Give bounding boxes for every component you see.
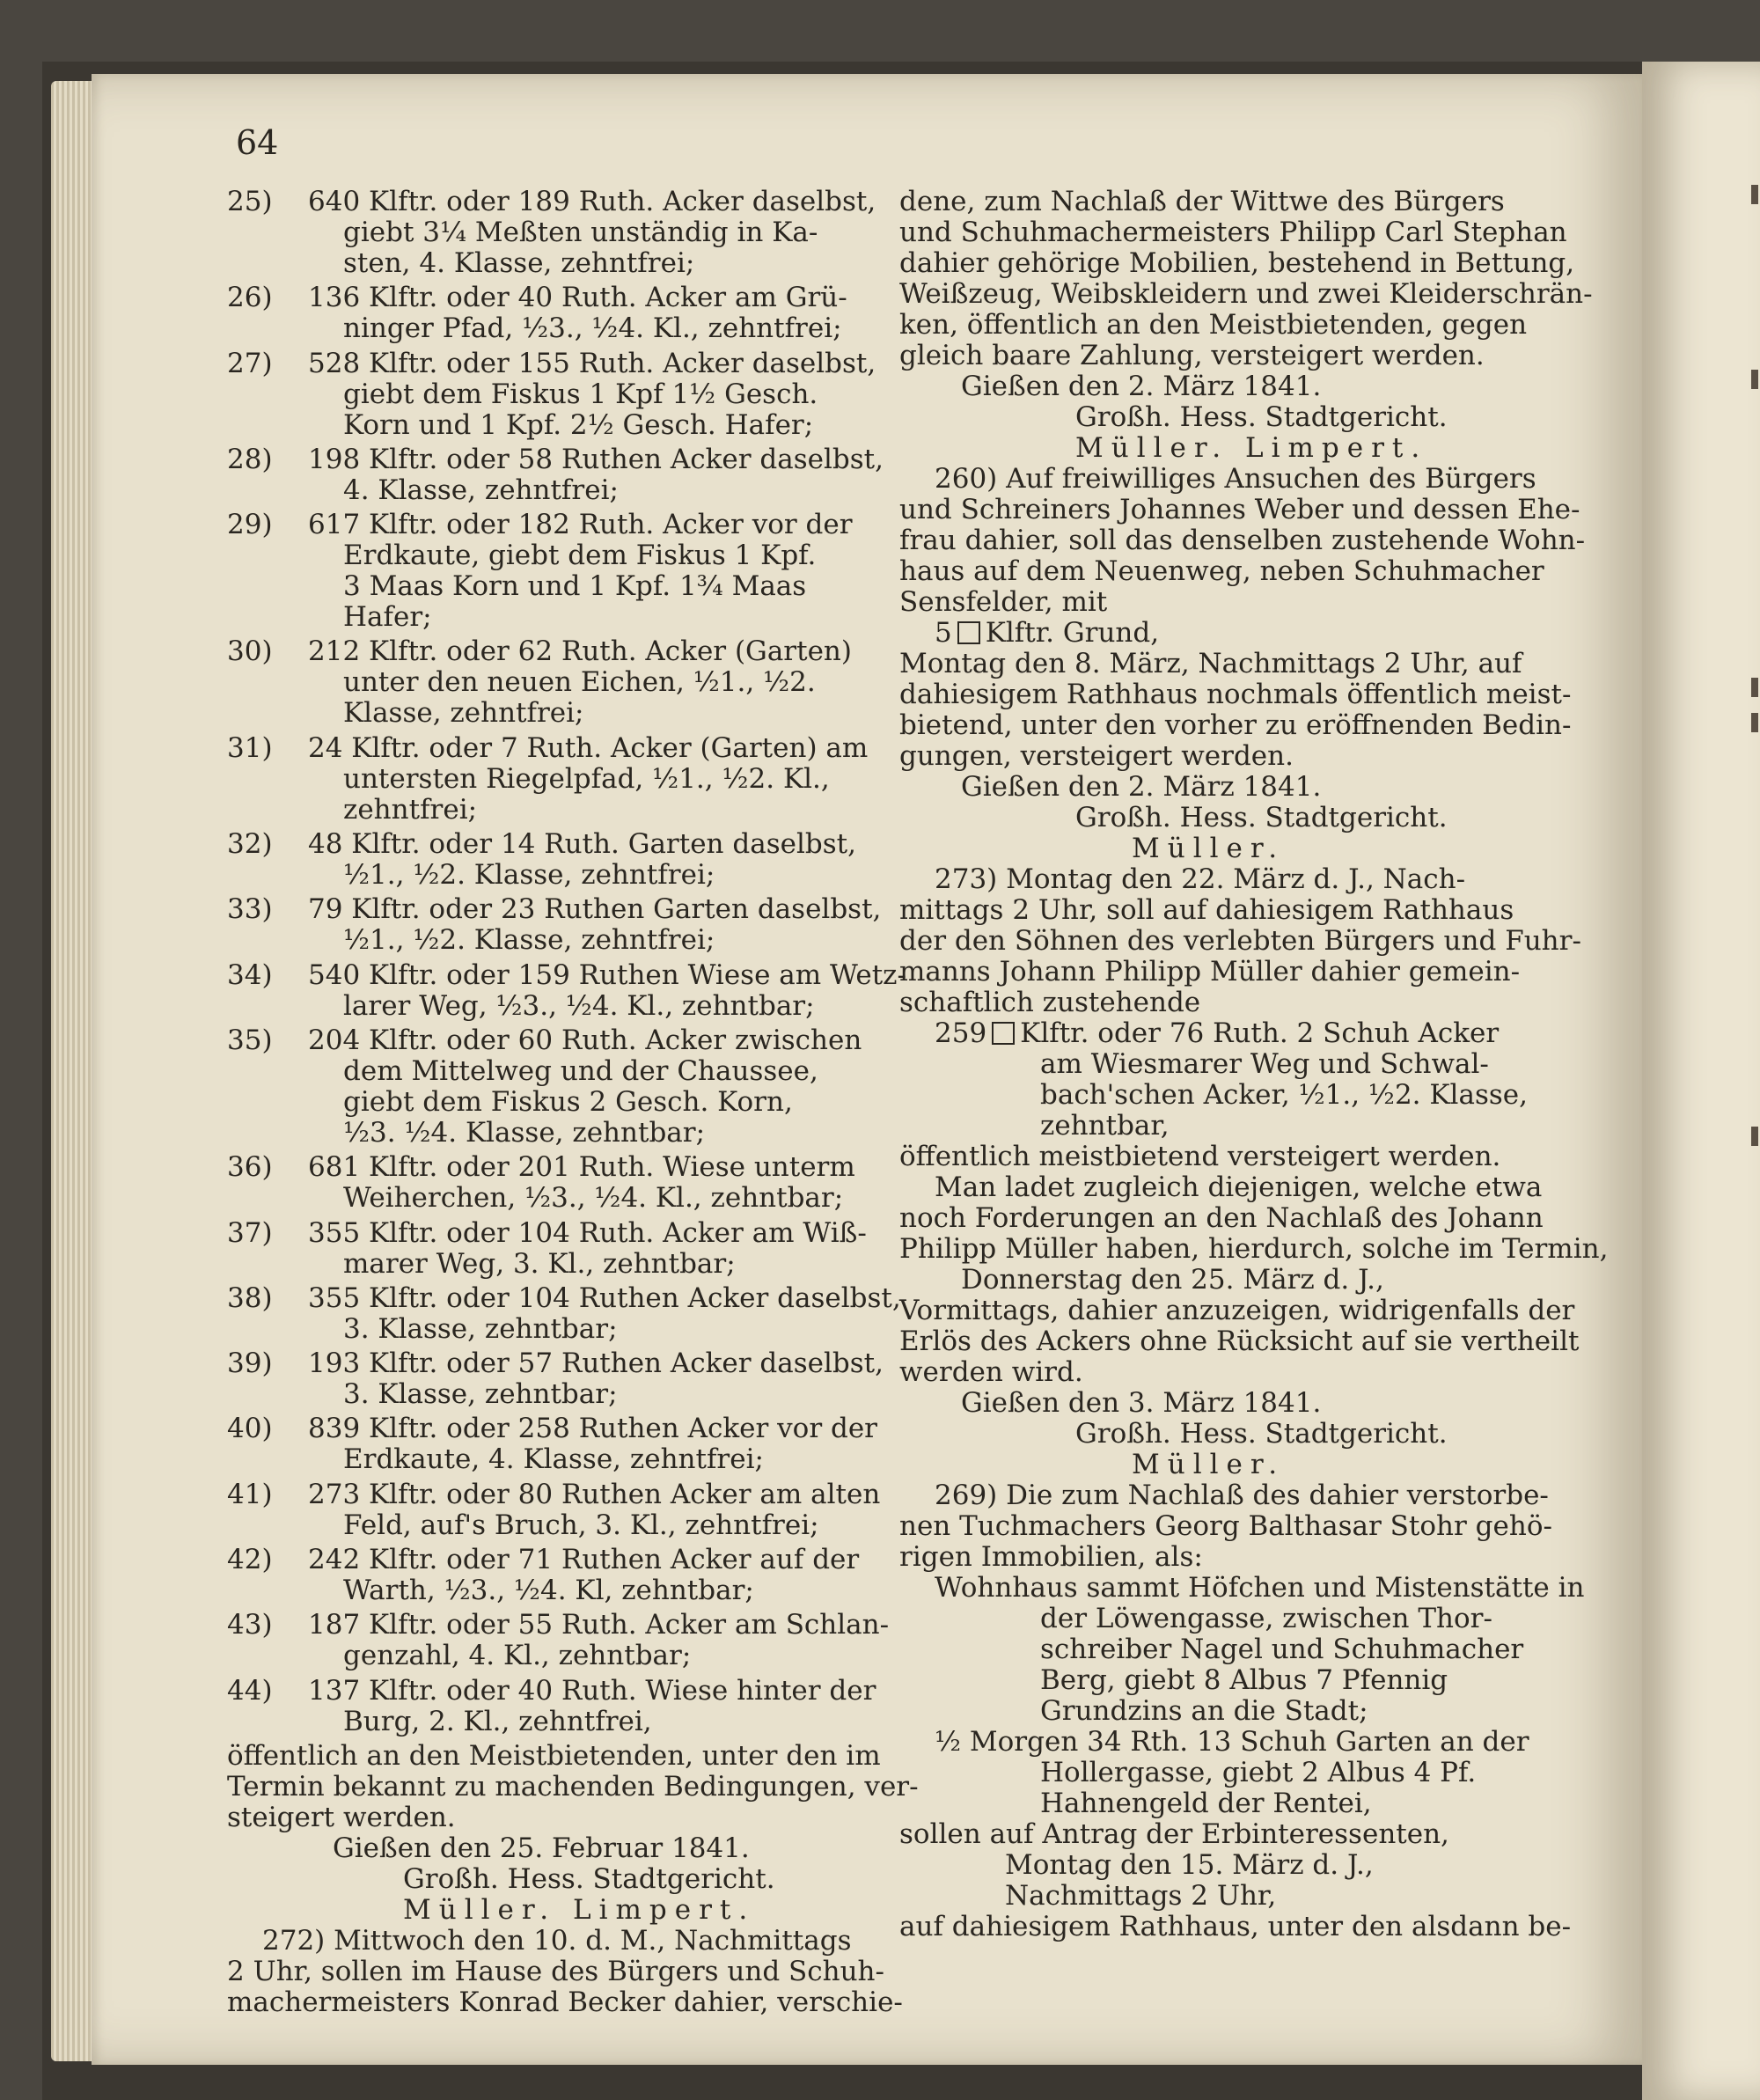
square-symbol [992, 1022, 1015, 1045]
date-line: Gießen den 2. März 1841. [961, 371, 1322, 402]
closing-text: öffentlich an den Meistbietenden, unter den im Termin bekannt zu machenden Bedingungen, ver- steigert werden. [227, 1739, 919, 1833]
list-item [227, 958, 906, 1022]
item-number: 36) [227, 1151, 273, 1184]
court-name: Großh. Hess. Stadtgericht. [1075, 802, 1448, 833]
list-item [227, 1609, 890, 1672]
court-name: Großh. Hess. Stadtgericht. [403, 1862, 775, 1895]
item-number: 39) [227, 1347, 273, 1380]
date-line: Gießen den 2. März 1841. [961, 771, 1322, 803]
list-item [227, 1676, 878, 1737]
item-text: 193 Klftr. oder 57 Ruthen Acker daselbst, 3. Klasse, zehntbar; [308, 1347, 884, 1411]
item-text: 136 Klftr. oder 40 Ruth. Acker am Grü- ninger Pfad, ½3., ½4. Kl., zehntfrei; [308, 282, 847, 345]
notice-273: 273) Montag den 22. März d. J., Nach- mittags 2 Uhr, soll auf dahiesigem Rathhaus der den Söhnen des verlebten Bürgers und Fuhr- manns Johann Philipp Müller dahier gemein- schaftlich zustehende 259 Klftr. oder 76 Ruth. 2 Schuh Acker am Wiesmarer Weg und Schwal- bach'schen Acker, ½1., ½2. Klasse, zehntbar, öffentlich meistbietend versteigert werden. Man ladet zugleich diejenigen, welche etwa noch Forderungen an den Nachlaß des Johann Philipp Müller haben, hierdurch, solche im Termin, Donnerstag den 25. März d. J., Vormittags, dahier anzuzeigen, widrigenfalls der Erlös des Ackers ohne Rücksicht auf sie vertheilt werden wird. [899, 863, 1609, 1388]
item-number: 41) [227, 1478, 273, 1510]
item-number: 44) [227, 1674, 273, 1707]
area-line: 259 Klftr. oder 76 Ruth. 2 Schuh Acker [935, 1017, 1500, 1049]
list-item [227, 1025, 878, 1149]
item-text: 242 Klftr. oder 71 Ruthen Acker auf der Warth, ½3., ½4. Kl, zehntbar; [308, 1544, 860, 1607]
signers: Müller. [1132, 1449, 1286, 1480]
item-text: 24 Klftr. oder 7 Ruth. Acker (Garten) am untersten Riegelpfad, ½1., ½2. Kl., zehntfrei; [308, 731, 869, 826]
notice-272: 272) Mittwoch den 10. d. M., Nachmittags 2 Uhr, sollen im Hause des Bürgers und Schuh- machermeisters Konrad Becker dahier, verschie- [227, 1924, 903, 2018]
item-text: 355 Klftr. oder 104 Ruth. Acker am Wiß- marer Weg, 3. Kl., zehntbar; [308, 1216, 867, 1280]
item-text: 204 Klftr. oder 60 Ruth. Acker zwischen dem Mittelweg und der Chaussee, giebt dem Fiskus 2 Gesch. Korn, ½3. ½4. Klasse, zehntbar; [308, 1024, 862, 1149]
facing-page [1642, 62, 1760, 2100]
item-text: 198 Klftr. oder 58 Ruthen Acker daselbst, 4. Klasse, zehntfrei; [308, 443, 884, 506]
item-number: 27) [227, 347, 273, 379]
signers: Müller. Limpert. [403, 1893, 756, 1926]
list-item [227, 1347, 884, 1411]
item-text: 79 Klftr. oder 23 Ruthen Garten daselbst, ½1., ½2. Klasse, zehntfrei; [308, 893, 882, 957]
date-line: Gießen den 3. März 1841. [961, 1387, 1322, 1419]
date-line: Gießen den 25. Februar 1841. [333, 1832, 750, 1864]
facing-page-text-fragment [1751, 1127, 1758, 1146]
item-text: 540 Klftr. oder 159 Ruthen Wiese am Wetz- larer Weg, ½3., ½4. Kl., zehntbar; [308, 958, 906, 1022]
item-number: 37) [227, 1216, 273, 1249]
list-item [227, 829, 878, 891]
item-text: 212 Klftr. oder 62 Ruth. Acker (Garten) unter den neuen Eichen, ½1., ½2. Klasse, zehntfrei; [308, 635, 852, 730]
item-text: 839 Klftr. oder 258 Ruthen Acker vor der Erdkaute, 4. Klasse, zehntfrei; [308, 1413, 878, 1476]
list-item [227, 1281, 901, 1345]
item-number: 43) [227, 1609, 273, 1641]
list-item [227, 1413, 878, 1475]
facing-page-text-fragment [1751, 713, 1758, 732]
area-line: 5 Klftr. Grund, [935, 617, 1160, 649]
court-name: Großh. Hess. Stadtgericht. [1075, 401, 1448, 433]
facing-page-text-fragment [1751, 370, 1758, 389]
item-number: 30) [227, 635, 273, 668]
notice-269: 269) Die zum Nachlaß des dahier verstorbe- nen Tuchmachers Georg Balthasar Stohr gehö- rigen Immobilien, als: Wohnhaus sammt Höfchen und Mistenstätte in der Löwengasse, zwischen Thor- schreiber Nagel und Schuhmacher Berg, giebt 8 Albus 7 Pfennig Grundzins an die Stadt; ½ Morgen 34 Rth. 13 Schuh Garten an der Hollergasse, giebt 2 Albus 4 Pf. Hahnengeld der Rentei, sollen auf Antrag der Erbinteressenten, Montag den 15. März d. J., Nachmittags 2 Uhr, auf dahiesigem Rathhaus, unter den alsdann be- [899, 1480, 1585, 1942]
item-number: 35) [227, 1024, 273, 1056]
entry-list [227, 186, 906, 1737]
list-item [227, 1218, 878, 1280]
item-text: 355 Klftr. oder 104 Ruthen Acker daselbst, 3. Klasse, zehntbar; [308, 1281, 901, 1345]
item-number: 25) [227, 186, 273, 217]
list-item [227, 187, 878, 279]
item-number: 34) [227, 958, 273, 991]
item-number: 26) [227, 282, 273, 314]
facing-page-text-fragment [1751, 185, 1758, 204]
notice-continuation: dene, zum Nachlaß der Wittwe des Bürgers und Schuhmachermeisters Philipp Carl Stephan dahier gehörige Mobilien, bestehend in Bettung, Weißzeug, Weibskleidern und zwei Kleiderschrän- ken, öffentlich an den Meistbietenden, gegen gleich baare Zahlung, versteigert werden. [899, 186, 1593, 371]
signers: Müller. [1132, 833, 1286, 864]
item-number: 40) [227, 1413, 273, 1445]
page-number: 64 [236, 123, 279, 162]
item-text: 528 Klftr. oder 155 Ruth. Acker daselbst, giebt dem Fiskus 1 Kpf 1½ Gesch. Korn und 1 Kpf. 2½ Gesch. Hafer; [308, 347, 876, 441]
item-number: 28) [227, 443, 273, 475]
list-item [227, 1152, 878, 1214]
list-item [227, 893, 882, 957]
square-symbol [957, 621, 980, 644]
list-item [227, 1478, 881, 1541]
page-edges [51, 81, 95, 2061]
list-item [227, 349, 878, 441]
list-item [227, 443, 884, 506]
list-item [227, 1545, 878, 1606]
list-item [227, 733, 878, 826]
item-text: 137 Klftr. oder 40 Ruth. Wiese hinter der Burg, 2. Kl., zehntfrei, [308, 1674, 876, 1737]
item-text: 187 Klftr. oder 55 Ruth. Acker am Schlan- genzahl, 4. Kl., zehntbar; [308, 1609, 890, 1672]
right-column [899, 186, 1609, 1942]
list-item [227, 636, 878, 729]
item-number: 42) [227, 1544, 273, 1576]
facing-page-text-fragment [1751, 678, 1758, 697]
list-item [227, 283, 878, 344]
item-number: 38) [227, 1281, 273, 1314]
item-text: 273 Klftr. oder 80 Ruthen Acker am alten Feld, auf's Bruch, 3. Kl., zehntfrei; [308, 1478, 881, 1541]
item-text: 640 Klftr. oder 189 Ruth. Acker daselbst, giebt 3¼ Meßten unständig in Ka- sten, 4. Klasse, zehntfrei; [308, 186, 876, 279]
notice-260: 260) Auf freiwilliges Ansuchen des Bürgers und Schreiners Johannes Weber und dessen Ehe- frau dahier, soll das denselben zustehende Wohn- haus auf dem Neuenweg, neben Schuhmacher Sensfelder, mit 5 Klftr. Grund, Montag den 8. März, Nachmittags 2 Uhr, auf dahiesigem Rathhaus nochmals öffentlich meist- bietend, unter den vorher zu eröffnenden Bedin- gungen, versteigert werden. [899, 463, 1586, 772]
item-text: 617 Klftr. oder 182 Ruth. Acker vor der Erdkaute, giebt dem Fiskus 1 Kpf. 3 Maas Korn und 1 Kpf. 1¾ Maas Hafer; [308, 509, 853, 634]
item-number: 31) [227, 731, 273, 764]
item-number: 29) [227, 509, 273, 541]
item-number: 33) [227, 893, 273, 926]
item-number: 32) [227, 828, 273, 861]
signers: Müller. Limpert. [1075, 432, 1428, 464]
item-text: 48 Klftr. oder 14 Ruth. Garten daselbst, ½1., ½2. Klasse, zehntfrei; [308, 828, 856, 892]
list-item [227, 510, 878, 633]
left-column [227, 186, 919, 2018]
item-text: 681 Klftr. oder 201 Ruth. Wiese unterm Weiherchen, ½3., ½4. Kl., zehntbar; [308, 1151, 855, 1215]
court-name: Großh. Hess. Stadtgericht. [1075, 1418, 1448, 1450]
